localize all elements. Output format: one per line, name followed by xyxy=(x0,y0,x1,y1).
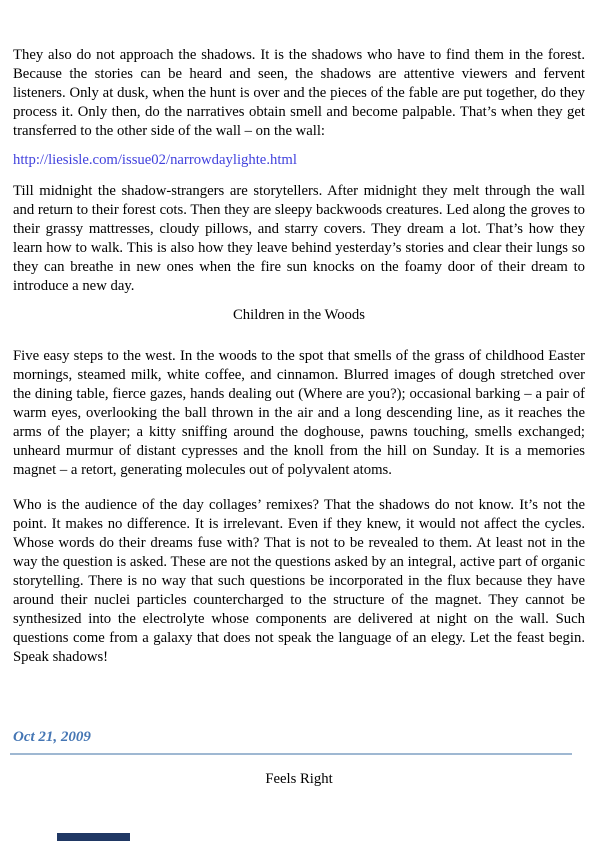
paragraph-five-easy-steps: Five easy steps to the west. In the woods to the spot that smells of the grass of childhood Easter mornings, steamed milk, white coffee, and cinnamon. Blurred images of dough stretched over the dining table, fierce gazes, hands dealing out (Where are you?); occasional barking – a pair of warm eyes, overlooking the ball thrown in the air and a long descending line, as it reaches the arms of the player; a kitty sniffing around the doghouse, pawns touching, smells exchanged; unheard murmur of distant cypresses and the knoll from the hill on Sunday. It is a memories magnet – a retort, generating molecules out of polyvalent atoms. xyxy=(13,348,585,478)
paragraph-shadows-approach: They also do not approach the shadows. It is the shadows who have to find them in the forest. Because the stories can be heard and seen, the shadows are attentive viewers and fervent listeners. Only at dusk, when the hunt is over and the pieces of the fable are put together, do they process it. Only then, do the narratives obtain smell and become palpable. That’s when they get transferred to the other side of the wall – on the wall: xyxy=(13,47,585,139)
paragraph-till-midnight: Till midnight the shadow-strangers are storytellers. After midnight they melt through the wall and return to their forest cots. Then they are sleepy backwoods creatures. Led along the groves to their grassy mattresses, cloudy pillows, and starry covers. They dream a lot. That’s how they learn how to walk. This is also how they leave behind yesterday’s stories and clear their lungs so they can breathe in new ones when the fire sun knocks on the foamy door of their dream to introduce a new day. xyxy=(13,183,585,294)
article-hyperlink[interactable]: http://liesisle.com/issue02/narrowdaylighte.html xyxy=(13,152,297,168)
post-date[interactable]: Oct 21, 2009 xyxy=(13,729,91,745)
next-post-title: Feels Right xyxy=(265,771,333,787)
post-date-block xyxy=(10,728,572,755)
paragraph-who-is-the-audience: Who is the audience of the day collages’ remixes? That the shadows do not know. It’s not the point. It makes no difference. It is irrelevant. Even if they knew, it would not affect the cycles. Whose words do their dreams fuse with? That is not to be revealed to them. At least not in the way the question is asked. These are not the questions asked by an integral, active part of organic storytelling. There is no way that such questions be incorporated in the flux because they have around their nuclei particles countercharged to the structure of the magnet. They cannot be synthesized into the electrolyte whose components are delivered at night on the wall. Such questions come from a galaxy that does not speak the language of an elegy. Let the feast begin. Speak shadows! xyxy=(13,497,585,665)
bottom-bar xyxy=(57,833,130,841)
section-heading-children-in-the-woods: Children in the Woods xyxy=(233,307,365,323)
link-line xyxy=(13,151,585,170)
